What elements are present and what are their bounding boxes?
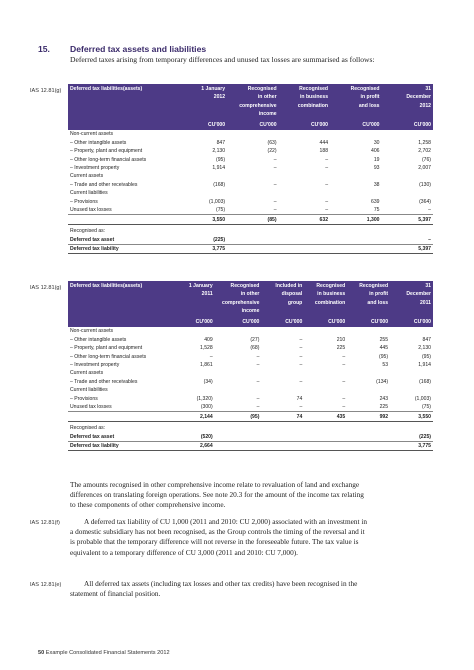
- table-total-row: [68, 412, 433, 421]
- cell-value: [390, 386, 433, 394]
- unit-label: [68, 120, 176, 130]
- cell-value: [382, 189, 434, 197]
- cell-value: –: [325, 156, 329, 163]
- table-row: [68, 378, 433, 386]
- cell-value: [227, 189, 278, 197]
- cell-value: [172, 386, 215, 394]
- cell-value: 210: [336, 336, 346, 343]
- cell-value: 19: [373, 156, 380, 163]
- cell-value: [304, 327, 347, 335]
- table-row: [68, 189, 433, 197]
- unit-label: [68, 317, 172, 327]
- cell-value: 444: [319, 139, 329, 146]
- paragraph-oci-note: The amounts recognised in other comprehensive income relate to revaluation of land and exchange differences on translating foreign operations. See note 20.3 for the amount of the income tax relating to these components of other comprehensive income.: [70, 480, 364, 510]
- column-header: Recognised in business combination: [304, 281, 347, 317]
- row-label: Unused tax losses: [68, 403, 172, 412]
- cell-value: 2,702: [418, 148, 431, 155]
- row-label: – Other intangible assets: [70, 336, 127, 343]
- row-label: – Other intangible assets: [70, 139, 127, 146]
- cell-value: [279, 130, 330, 138]
- cell-value: 409: [204, 336, 213, 343]
- cell-value: 255: [379, 336, 389, 343]
- unit-label: CU'000: [390, 317, 433, 327]
- cell-value: 188: [319, 148, 329, 155]
- footer-text: Example Consolidated Financial Statements 2012: [45, 650, 170, 656]
- cell-value: [261, 369, 304, 377]
- cell-value: 3,550: [176, 215, 227, 224]
- cell-value: (168): [213, 181, 226, 188]
- row-label: – Other long-term financial assets: [70, 353, 147, 360]
- cell-value: [261, 386, 304, 394]
- cell-value: [227, 130, 278, 138]
- row-label: – Property, plant and equipment: [70, 345, 143, 352]
- row-label: Deferred tax asset: [68, 235, 176, 244]
- unit-label: CU'000: [215, 317, 262, 327]
- row-label: Non-current assets: [70, 328, 114, 335]
- cell-value: [304, 369, 347, 377]
- paragraph-recognised-assets: All deferred tax assets (including tax losses and other tax credits) have been recognised in the statement of financial position.: [70, 579, 358, 599]
- cell-value: –: [299, 336, 303, 343]
- cell-value: –: [325, 198, 329, 205]
- cell-value: 53: [382, 362, 389, 369]
- cell-value: [390, 369, 433, 377]
- cell-value: [330, 244, 381, 253]
- cell-value: [227, 244, 278, 253]
- cell-value: 1,861: [199, 362, 213, 369]
- deferred-tax-liability-row: [68, 244, 433, 253]
- cell-value: –: [256, 378, 260, 385]
- table-row: [68, 327, 433, 335]
- cell-value: (1,320): [196, 395, 213, 402]
- cell-value: (27): [250, 336, 260, 343]
- ias-reference-table-2012: IAS 12.81(g): [30, 88, 62, 94]
- column-header: 31 December 2011: [390, 281, 433, 317]
- unit-label: CU'000: [382, 120, 434, 130]
- cell-value: 406: [371, 148, 380, 155]
- cell-value: 5,397: [382, 215, 434, 224]
- section-title: Deferred tax assets and liabilities: [70, 44, 207, 54]
- cell-value: –: [342, 353, 346, 360]
- row-label: Current liabilities: [70, 190, 108, 197]
- cell-value: 3,775: [390, 441, 433, 450]
- table-row: [68, 164, 433, 172]
- cell-value: (520): [172, 432, 215, 441]
- cell-value: –: [342, 378, 346, 385]
- table-units-row: [68, 120, 433, 130]
- row-label: – Trade and other receivables: [70, 181, 138, 188]
- cell-value: 75: [330, 206, 381, 215]
- cell-value: (34): [203, 378, 213, 385]
- cell-value: [227, 172, 278, 180]
- row-label: – Investment property: [70, 165, 120, 172]
- deferred-tax-liability-row: [68, 441, 433, 450]
- cell-value: [390, 327, 433, 335]
- table-row: [68, 361, 433, 369]
- cell-value: (63): [267, 139, 277, 146]
- cell-value: 1,528: [199, 345, 213, 352]
- cell-value: 243: [379, 395, 389, 402]
- cell-value: (68): [250, 345, 260, 352]
- row-label: Current assets: [70, 370, 104, 377]
- row-label: – Trade and other receivables: [70, 378, 138, 385]
- row-label: Current assets: [70, 173, 104, 180]
- cell-value: [176, 130, 227, 138]
- table-row: [68, 206, 433, 215]
- cell-value: (300): [172, 403, 215, 412]
- paragraph-unrecognised-liability: A deferred tax liability of CU 1,000 (2011 and 2010: CU 2,000) associated with an investment in a domestic subsidiary has not been recognised, as the Group controls the timing of the reversal and it is probable that the temporary difference will not reverse in the foreseeable future. The tax value is equivalent to a temporary difference of CU 3,000 (2011 and 2010: CU 7,000).: [70, 517, 368, 557]
- cell-value: (95): [216, 156, 226, 163]
- row-label: Deferred tax liability: [68, 244, 176, 253]
- cell-value: [172, 369, 215, 377]
- unit-label: CU'000: [172, 317, 215, 327]
- cell-value: –: [261, 403, 304, 412]
- cell-value: 445: [379, 345, 389, 352]
- section-number: 15.: [38, 44, 50, 54]
- cell-value: –: [299, 362, 303, 369]
- row-label: – Investment property: [70, 362, 120, 369]
- column-header: 31 December 2012: [382, 84, 434, 120]
- cell-value: (75): [390, 403, 433, 412]
- table-row: [68, 147, 433, 155]
- cell-value: 1,258: [418, 139, 431, 146]
- table-total-row: [68, 215, 433, 224]
- cell-value: [261, 327, 304, 335]
- cell-value: [330, 172, 381, 180]
- cell-value: 2,664: [172, 441, 215, 450]
- cell-value: (225): [390, 432, 433, 441]
- cell-value: (95): [215, 412, 262, 421]
- cell-value: –: [256, 353, 260, 360]
- page-number: 50: [38, 650, 45, 656]
- cell-value: [227, 235, 278, 244]
- row-label: [68, 215, 176, 224]
- unit-label: CU'000: [279, 120, 330, 130]
- cell-value: –: [279, 206, 330, 215]
- table-row: [68, 181, 433, 189]
- unit-label: CU'000: [227, 120, 278, 130]
- cell-value: [172, 327, 215, 335]
- table-row: [68, 386, 433, 394]
- column-header: Recognised in business combination: [279, 84, 330, 120]
- cell-value: –: [382, 235, 434, 244]
- column-header: Recognised in profit and loss: [347, 281, 390, 317]
- row-label: Deferred tax liability: [68, 441, 172, 450]
- cell-value: –: [227, 206, 278, 215]
- cell-value: –: [299, 378, 303, 385]
- cell-value: 1,914: [212, 165, 226, 172]
- cell-value: 1,300: [330, 215, 381, 224]
- column-header: Recognised in other comprehensive income: [227, 84, 278, 120]
- cell-value: –: [273, 165, 277, 172]
- cell-value: [279, 172, 330, 180]
- cell-value: 38: [373, 181, 380, 188]
- cell-value: –: [256, 395, 260, 402]
- cell-value: 74: [296, 395, 303, 402]
- cell-value: 225: [336, 345, 346, 352]
- table-header-row: [68, 84, 433, 120]
- cell-value: 2,130: [418, 345, 431, 352]
- cell-value: –: [342, 362, 346, 369]
- cell-value: 93: [373, 165, 380, 172]
- row-label: Unused tax losses: [68, 206, 176, 215]
- row-label: – Provisions: [70, 198, 98, 205]
- cell-value: 639: [371, 198, 380, 205]
- cell-value: [176, 172, 227, 180]
- unit-label: CU'000: [347, 317, 390, 327]
- cell-value: –: [382, 206, 434, 215]
- row-label: – Provisions: [70, 395, 98, 402]
- cell-value: (1,003): [414, 395, 431, 402]
- cell-value: (22): [267, 148, 277, 155]
- cell-value: 30: [373, 139, 380, 146]
- cell-value: [279, 244, 330, 253]
- cell-value: –: [342, 395, 346, 402]
- table-header-row: [68, 281, 433, 317]
- row-label: Non-current assets: [70, 131, 114, 138]
- table-row: [68, 198, 433, 206]
- recognised-as-label: Recognised as:: [70, 425, 106, 432]
- table-row: [68, 139, 433, 147]
- row-label: – Other long-term financial assets: [70, 156, 147, 163]
- row-label: Deferred tax asset: [68, 432, 172, 441]
- unit-label: CU'000: [304, 317, 347, 327]
- cell-value: [261, 441, 304, 450]
- cell-value: [279, 189, 330, 197]
- cell-value: 992: [347, 412, 390, 421]
- table-row: [68, 130, 433, 138]
- deferred-tax-table-2012: [68, 84, 433, 254]
- cell-value: 2,007: [418, 165, 431, 172]
- column-header: Included in disposal group: [261, 281, 304, 317]
- cell-value: (95): [379, 353, 389, 360]
- table-row: [68, 344, 433, 352]
- cell-value: [347, 369, 390, 377]
- cell-value: [215, 432, 262, 441]
- row-label: – Property, plant and equipment: [70, 148, 143, 155]
- cell-value: –: [273, 181, 277, 188]
- cell-value: [347, 327, 390, 335]
- cell-value: [215, 369, 262, 377]
- cell-value: –: [209, 353, 213, 360]
- column-header: Recognised in other comprehensive income: [215, 281, 262, 317]
- column-header: Deferred tax liabilities(assets): [68, 84, 176, 120]
- cell-value: –: [256, 362, 260, 369]
- cell-value: 847: [422, 336, 431, 343]
- cell-value: (75): [176, 206, 227, 215]
- cell-value: (225): [176, 235, 227, 244]
- cell-value: 847: [216, 139, 226, 146]
- cell-value: [215, 386, 262, 394]
- table-row: [68, 352, 433, 360]
- page-footer: [38, 650, 170, 656]
- cell-value: [330, 235, 381, 244]
- table-row: [68, 172, 433, 180]
- column-header: 1 January 2011: [172, 281, 215, 317]
- cell-value: [176, 189, 227, 197]
- section-intro: Deferred taxes arising from temporary differences and unused tax losses are summarised as follows:: [70, 55, 375, 64]
- cell-value: 225: [347, 403, 390, 412]
- deferred-tax-asset-row: [68, 432, 433, 441]
- table-units-row: [68, 317, 433, 327]
- cell-value: (95): [421, 353, 431, 360]
- cell-value: [382, 130, 434, 138]
- table-row: [68, 155, 433, 163]
- cell-value: –: [304, 403, 347, 412]
- cell-value: (85): [227, 215, 278, 224]
- table-row: [68, 369, 433, 377]
- deferred-tax-table-2011: [68, 281, 433, 451]
- ias-reference-table-2011: IAS 12.81(g): [30, 285, 62, 291]
- column-header: Deferred tax liabilities(assets): [68, 281, 172, 317]
- cell-value: –: [273, 156, 277, 163]
- cell-value: –: [215, 403, 262, 412]
- column-header: 1 January 2012: [176, 84, 227, 120]
- cell-value: (168): [419, 378, 431, 385]
- cell-value: [304, 386, 347, 394]
- unit-label: CU'000: [176, 120, 227, 130]
- cell-value: 3,775: [176, 244, 227, 253]
- row-label: Current liabilities: [70, 387, 108, 394]
- cell-value: 74: [261, 412, 304, 421]
- unit-label: CU'000: [330, 120, 381, 130]
- cell-value: 1,914: [418, 362, 431, 369]
- cell-value: (76): [421, 156, 431, 163]
- cell-value: –: [325, 165, 329, 172]
- deferred-tax-asset-row: [68, 235, 433, 244]
- recognised-as-row: [68, 421, 433, 432]
- row-label: [68, 412, 172, 421]
- cell-value: [347, 441, 390, 450]
- cell-value: (364): [419, 198, 431, 205]
- ias-reference-12-81e: IAS 12.81(e): [30, 582, 62, 588]
- cell-value: 2,130: [212, 148, 226, 155]
- cell-value: –: [299, 345, 303, 352]
- table-row: [68, 403, 433, 412]
- cell-value: –: [325, 181, 329, 188]
- unit-label: CU'000: [261, 317, 304, 327]
- cell-value: [382, 172, 434, 180]
- cell-value: [261, 432, 304, 441]
- cell-value: –: [299, 353, 303, 360]
- cell-value: (134): [376, 378, 389, 385]
- cell-value: [347, 386, 390, 394]
- cell-value: 435: [304, 412, 347, 421]
- cell-value: [304, 441, 347, 450]
- cell-value: [304, 432, 347, 441]
- cell-value: 3,550: [390, 412, 433, 421]
- cell-value: 2,144: [172, 412, 215, 421]
- cell-value: [215, 441, 262, 450]
- recognised-as-row: [68, 224, 433, 235]
- table-row: [68, 395, 433, 403]
- cell-value: –: [273, 198, 277, 205]
- column-header: Recognised in profit and loss: [330, 84, 381, 120]
- cell-value: (130): [419, 181, 431, 188]
- cell-value: (1,003): [208, 198, 226, 205]
- cell-value: [215, 327, 262, 335]
- cell-value: [279, 235, 330, 244]
- cell-value: 5,397: [382, 244, 434, 253]
- ias-reference-12-81f: IAS 12.81(f): [30, 520, 60, 526]
- cell-value: [330, 189, 381, 197]
- table-row: [68, 336, 433, 344]
- recognised-as-label: Recognised as:: [70, 228, 106, 235]
- cell-value: 632: [279, 215, 330, 224]
- cell-value: [330, 130, 381, 138]
- cell-value: [347, 432, 390, 441]
